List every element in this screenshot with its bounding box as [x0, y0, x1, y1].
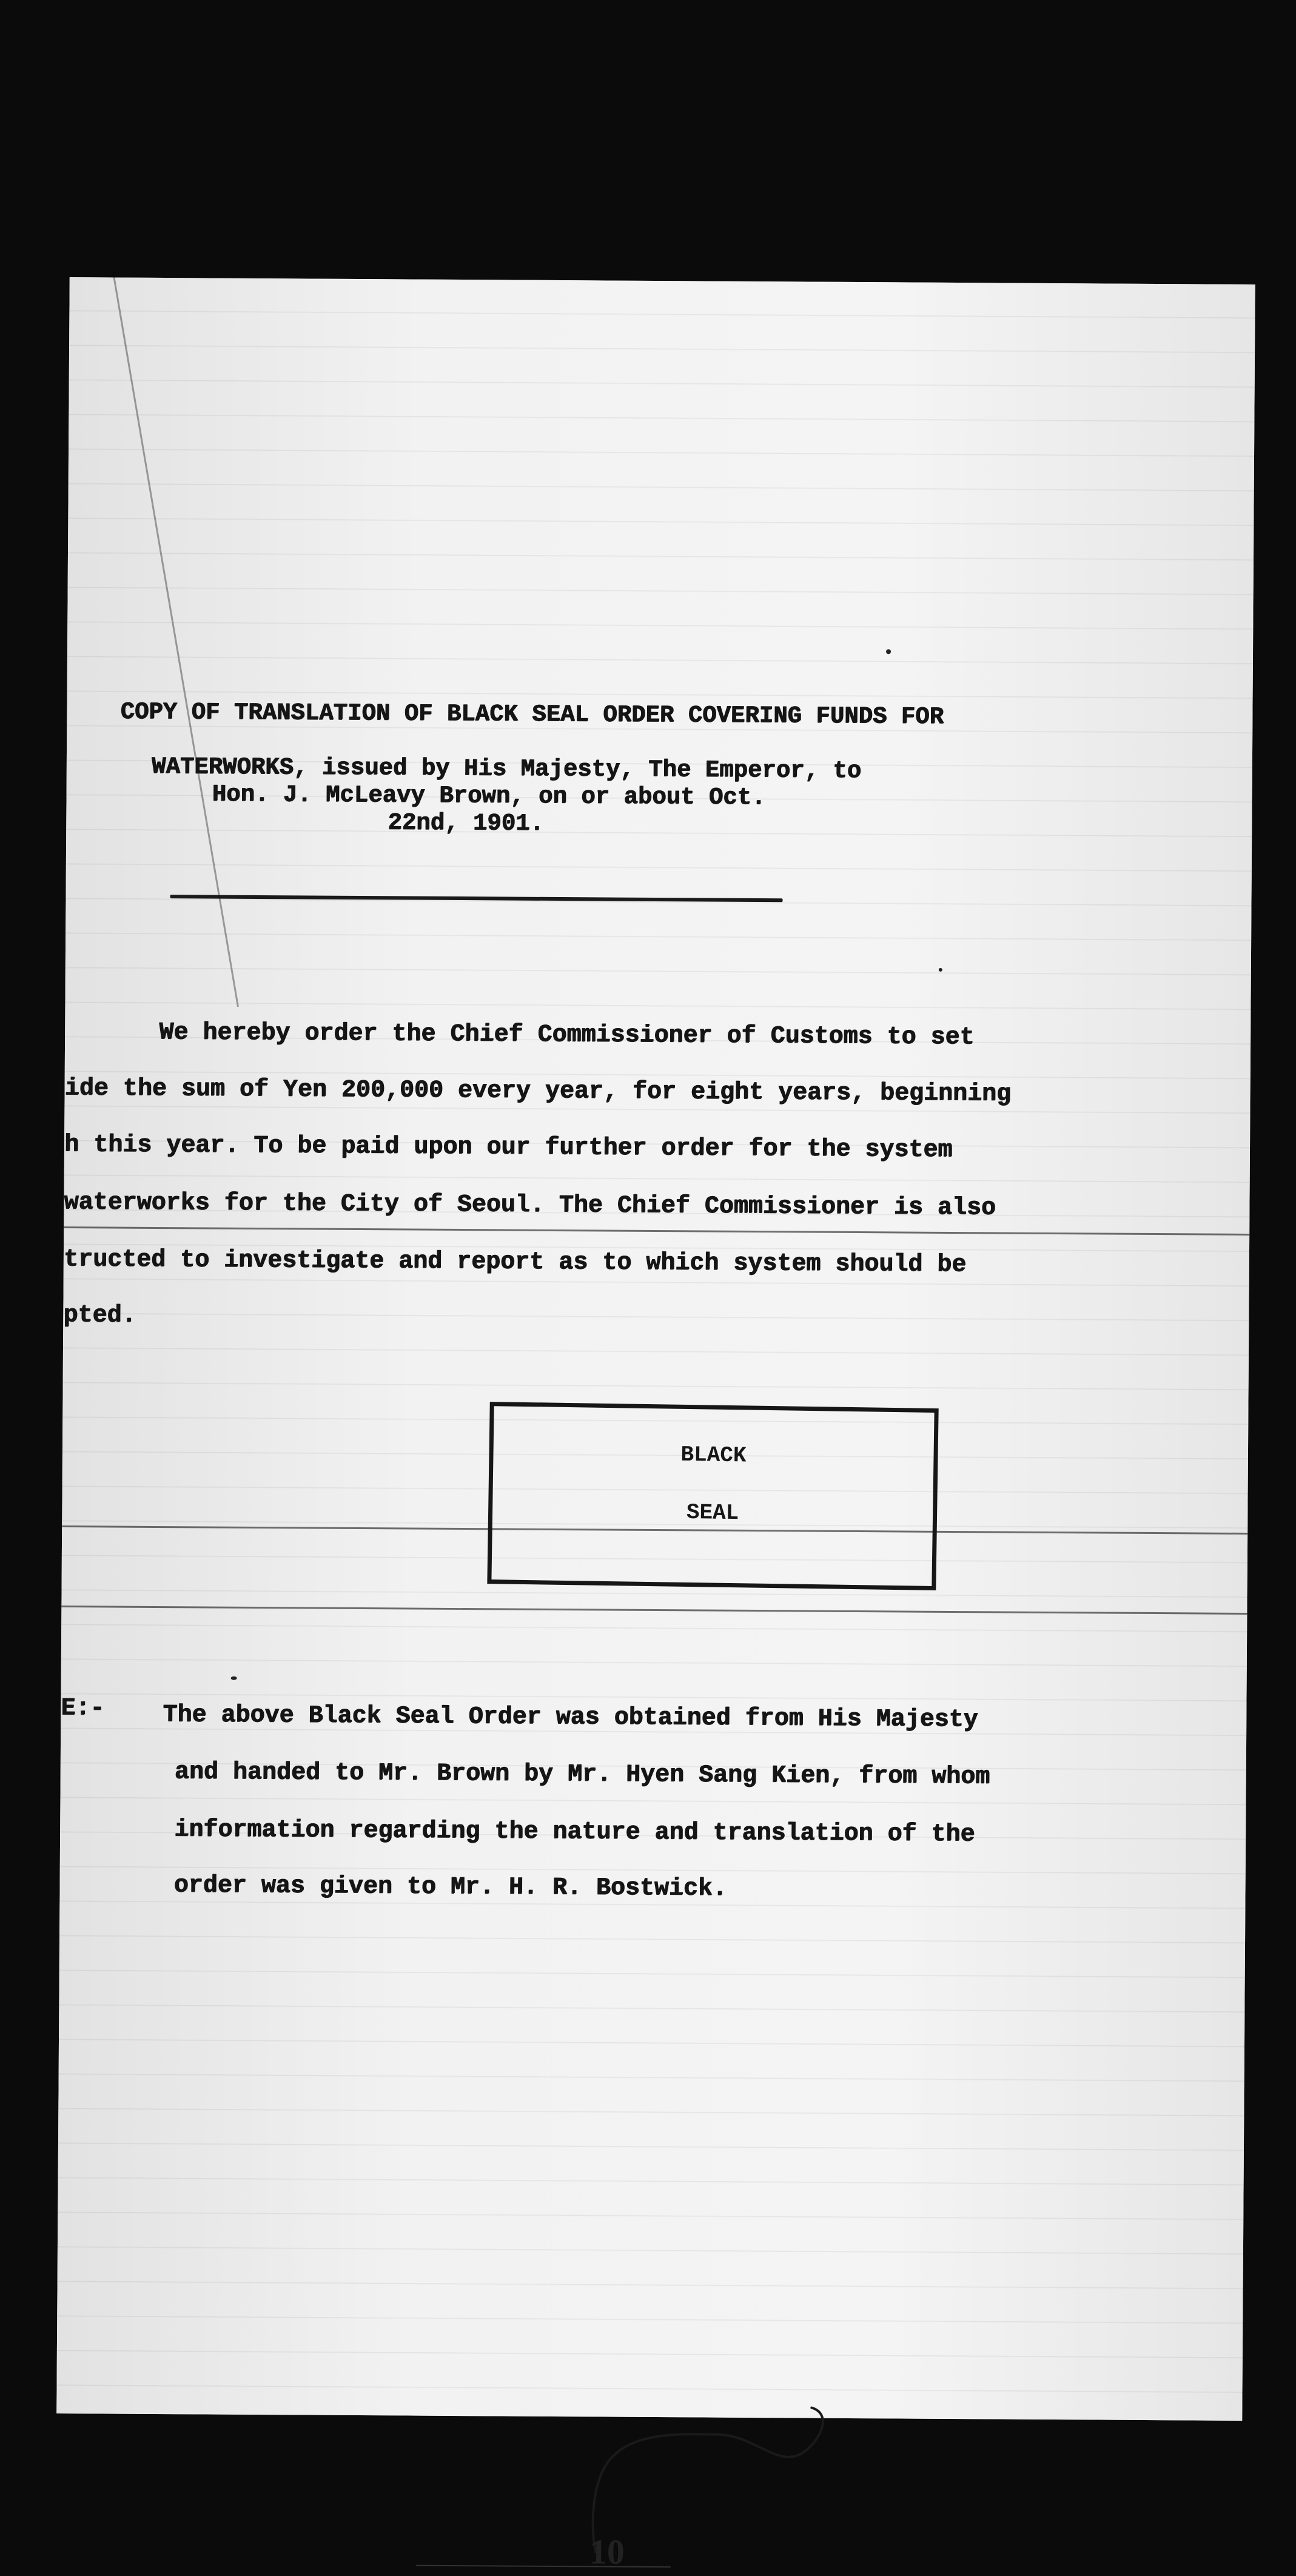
order-line-5: tructed to investigate and report as to which system should be — [63, 1246, 967, 1279]
ink-speck — [886, 649, 891, 654]
order-line-4: waterworks for the City of Seoul. The Chief Commissioner is also — [64, 1189, 996, 1222]
note-line-4: order was given to Mr. H. R. Bostwick. — [173, 1872, 727, 1903]
heading-line-4: 22nd, 1901. — [388, 809, 544, 837]
note-line-2: and handed to Mr. Brown by Mr. Hyen Sang Kien, from whom — [174, 1758, 990, 1791]
ink-speck — [231, 1676, 237, 1680]
note-line-1: The above Black Seal Order was obtained from His Majesty — [163, 1701, 978, 1734]
fold-line — [64, 1226, 1249, 1236]
heading-line-2: WATERWORKS, issued by His Majesty, The Emperor, to — [151, 753, 862, 785]
order-line-2: ide the sum of Yen 200,000 every year, for eight years, beginning — [64, 1075, 1011, 1108]
document-page — [56, 277, 1255, 2572]
note-line-3: information regarding the nature and translation of the — [174, 1816, 975, 1849]
order-line-1: We hereby order the Chief Commissioner of Customs to set — [159, 1018, 975, 1052]
black-seal-box — [487, 1402, 938, 1590]
heading-line-3: Hon. J. McLeavy Brown, on or about Oct. — [212, 781, 766, 812]
seal-label-line-2: SEAL — [686, 1499, 739, 1526]
ink-speck — [939, 968, 942, 972]
seal-label-line-1: BLACK — [680, 1442, 747, 1468]
note-marker: E:- — [61, 1695, 105, 1723]
page-number-rule — [416, 2565, 671, 2568]
order-line-6: pted. — [63, 1302, 136, 1330]
order-line-3: h this year. To be paid upon our further order for the system — [64, 1131, 953, 1164]
heading-divider — [170, 895, 783, 902]
fold-line — [61, 1606, 1247, 1615]
page-number: 10 — [589, 2532, 625, 2572]
heading-line-1: COPY OF TRANSLATION OF BLACK SEAL ORDER COVERING FUNDS FOR — [120, 698, 944, 730]
